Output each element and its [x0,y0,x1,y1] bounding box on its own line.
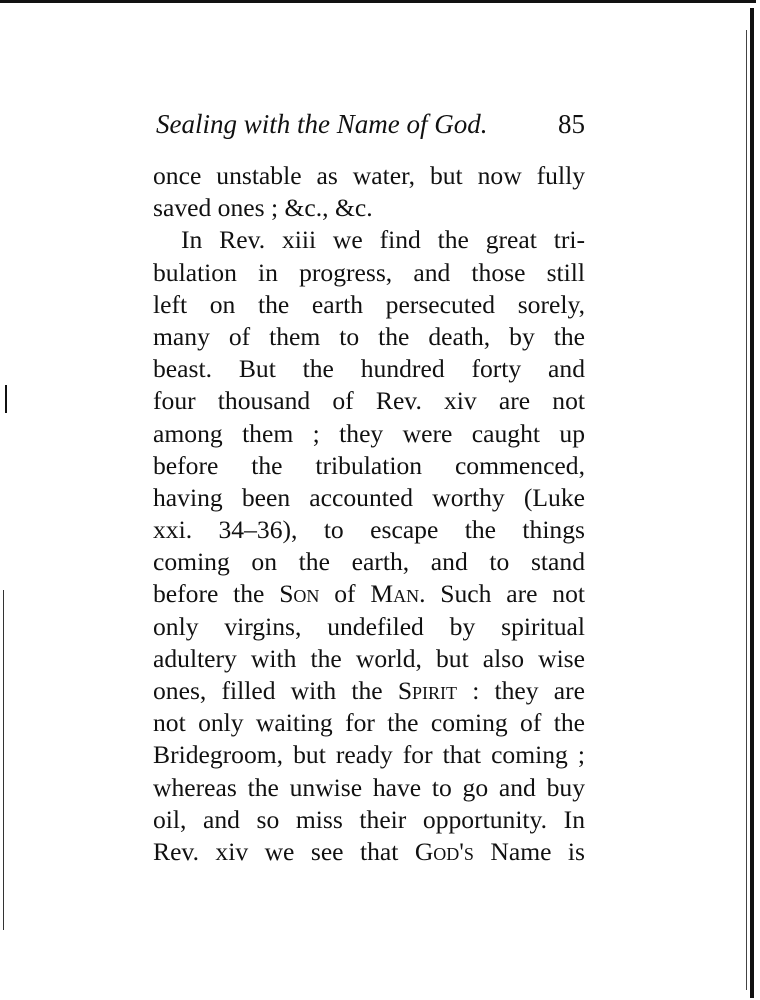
right-page-edge [750,8,754,998]
page-number: 85 [558,109,585,139]
right-page-edge-inner [746,30,747,990]
running-head [153,100,585,150]
text-line: beast. But the hundred forty and [153,354,585,384]
running-title: Sealing with the Name of God. [156,109,488,139]
text-line: before the Son of Man. Such are not [153,579,585,609]
text-line: before the tribulation commenced, [153,450,585,480]
left-scan-line [3,590,4,930]
text-line: four thousand of Rev. xiv are not [153,386,585,416]
body-text [153,160,585,868]
text-line: once unstable as water, but now fully [153,161,585,190]
text-line: among them ; they were caught up [153,418,585,448]
text-line: Bridegroom, but ready for that coming ; [153,740,585,770]
text-line: Rev. xiv we see that God's Name is [153,836,585,866]
text-line: coming on the earth, and to stand [153,547,585,577]
text-line: left on the earth persecuted sorely, [153,289,585,319]
text-line: saved ones ; &c., &c. [153,193,373,223]
text-line: oil, and so miss their opportunity. In [153,804,585,834]
text-line: xxi. 34–36), to escape the things [153,515,585,545]
text-line: only virgins, undefiled by spiritual [153,611,585,641]
text-line: adultery with the world, but also wise [153,643,585,673]
book-page [153,100,585,868]
text-line: not only waiting for the coming of the [153,708,585,738]
text-line: whereas the unwise have to go and buy [153,772,585,802]
left-scan-mark [5,385,7,413]
text-line: having been accounted worthy (Luke [153,482,585,512]
text-line: In Rev. xiii we find the great tri- [181,225,585,255]
text-line: bulation in progress, and those still [153,257,585,287]
text-line: ones, filled with the Spirit : they are [153,676,585,705]
text-line: many of them to the death, by the [153,321,585,351]
top-border-rule [0,0,756,3]
